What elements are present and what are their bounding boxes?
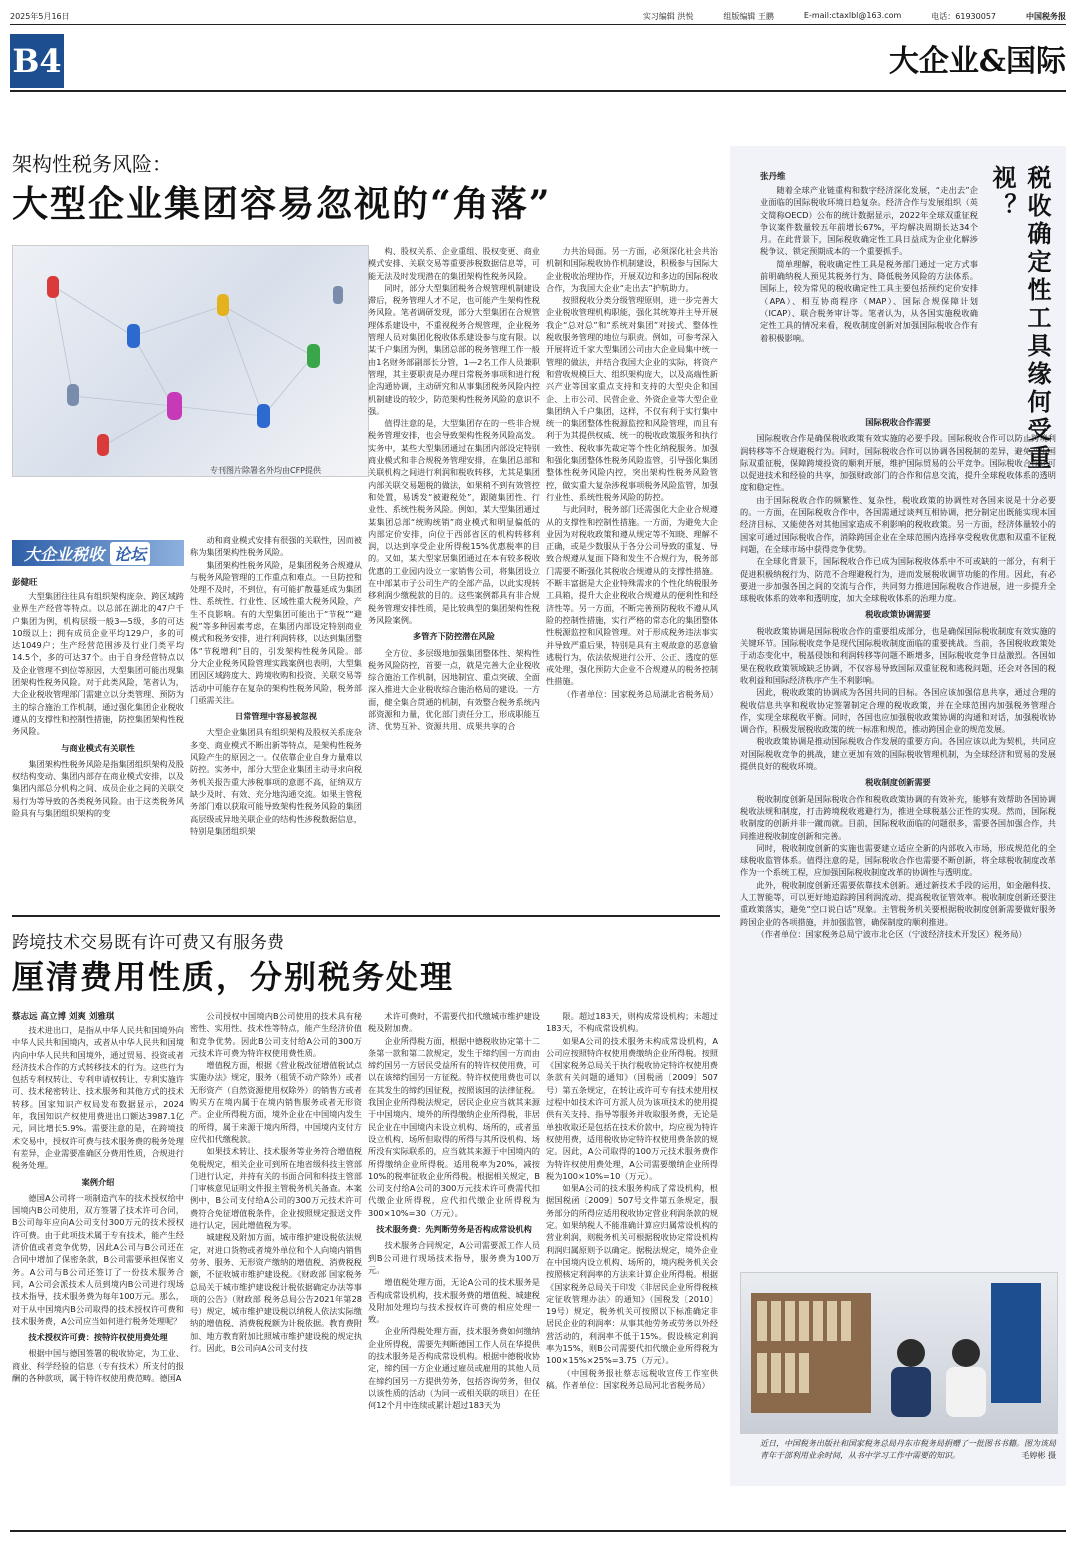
- paragraph: 全方位、多层级地加强集团整体性、架构性税务风险防控，首要一点，就是完善大企业税收综合施治工作机制，因地制宜、重点突破、全面深入推进大企业税收综合施治格局的建设。一方面，健全集合贯通的机制，有效整合税务系统内部资源和力量，优化部门责任分工，形成职能互济、优势互补、资源共用、成果共享的合: [368, 647, 540, 732]
- paragraph: 国际税收合作是确保税收政策有效实施的必要手段。国际税收合作可以防止跨境利润转移等不合规避税行为。同时，国际税收合作可以协调各国税制的差异，避免产生国际双重征税，保障跨境投资的顺利开展，维护国际贸易的公平竞争。国际税收合作还可以促进技术和经验的共享，加强财政部门的合作和信息交流，提升全球税收体系的透明度和稳定性。: [740, 433, 1056, 493]
- paragraph: 由于国际税收合作的频繁性、复杂性，税收政策的协调性对各国来说是十分必要的。一方面，在国际税收合作中，各国需通过谈判互相协调，把分制定出既能实现本国经济目标、又能使各对其他国家造成不利影响的税收政策。另一方面，经济体量较小的国家可通过国际税收合作，消除跨国企业在全球范围内选择享受税收优惠和双重不征税问题，在全球市场中获得竞争优势。: [740, 494, 1056, 554]
- page-header: [10, 10, 1066, 22]
- article2-col2: [190, 1010, 362, 1524]
- article1-photo: [12, 245, 369, 477]
- paragraph: 增值税处理方面，无论A公司的技术服务是否构成常设机构，技术服务费的增值税、城建税及附加处理均与技术授权许可费的相应处理一致。: [368, 1277, 540, 1325]
- paragraph: 力共治局面。另一方面，必须深化社会共治机制和国际税收协作机制建设，积极参与国际大企业税收治理协作，开展双边和多边的国际税收合作，为我国大企业“走出去”护航助力。: [546, 246, 718, 293]
- sidebar-body: [740, 412, 1056, 1387]
- paragraph: 如果A公司的技术服务构成了常设机构，根据国税函〔2009〕507号文件第五条规定，服务部分的所得应适用税收协定营业利润条款的规定。如果纳税人不能准确计算应归属常设机构的营业利润，则税务机关可根据税收协定常设机构利润归属原则予以确定。据税法规定，境外企业在中国境内设立机构、场所的，境内税务机关会按照核定利润率的方法来计算企业所得税。根据《国家税务总局关于印发〈非居民企业所得税核定征收管理办法〉的通知》（国税发〔2010〕19号）规定，税务机关可按照以下标准确定非居民企业的利润率：从事其他劳务或劳务以外经营活动的，利润率不低于15%。假设核定利润率为15%，则B公司需要代扣代缴企业所得税为100×15%×25%=3.75（万元）。: [546, 1183, 718, 1366]
- paper-name: 中国税务报: [1026, 11, 1066, 21]
- paragraph: 动和商业模式安排有很强的关联性，因而被称为集团架构性税务风险。: [190, 535, 362, 558]
- article1-headline: 大型企业集团容易忽视的“角落”: [12, 183, 552, 225]
- network-people-illustration: [13, 246, 368, 476]
- sidebar-title: 税收确定性工具缘何受重视？: [988, 165, 1052, 473]
- banner-tag: 论坛: [110, 542, 150, 565]
- subheading: 案例介绍: [81, 1176, 115, 1187]
- sidebar-photo-caption: [760, 1438, 1056, 1462]
- paragraph: 企业所得税处理方面，技术服务费如何缴纳企业所得税，需要先判断德国工作人员在华提供的技术服务是否构成常设机构。根据中德税收协定，缔约国一方企业通过雇员或雇用的其他人员在缔约国另一方提供劳务，包括咨询劳务，但仅以该性质的活动（为同一或相关联的项目）在任何12个月中连续或累计超过183天为: [368, 1326, 540, 1411]
- sidebar-author: 张丹维: [760, 172, 786, 182]
- paragraph: 此外，税收制度创新还需要依靠技术创新。通过新技术手段的运用，如金融科技、人工智能等，可以更好地追踪跨国利润流动、提高税收征管效率。税收制度创新还要注重政策落实，避免“空口说白话”现象。主管税务机关要根据税收制度创新需要做好服务跨国企业的各项措施，并加强监管，确保制度的顺利推进。: [740, 879, 1056, 927]
- subheading: 与商业模式有关联性: [61, 742, 135, 753]
- contact-email: E-mail:ctaxlbl@163.com: [803, 10, 902, 20]
- paragraph: 构、股权关系、企业重组、股权变更、商业模式安排、关联交易等重要涉税数据信息等，可能无法及时发现潜在的集团架构性税务风险。: [368, 246, 540, 281]
- article2-col4: [546, 1010, 718, 1524]
- paragraph: 德国A公司将一项制造汽车的技术授权给中国境内B公司使用，双方签署了技术许可合同，B公司每年应向A公司支付300万元的技术授权许可费。由于此项技术属于专有技术，能产生经济价值或者竞争优势，因此A公司与B公司还在合同中增加了保密条款，B公司需要承担保密义务。A公司与B公司还签订了一份技术服务合同，A公司会派技术人员到境内B公司进行现场技术指导，技术服务费为每年100万元。那么，对于从中国境内B公司取得的技术授权许可费和技术服务费，A公司应当如何进行税务处理呢？: [12, 1192, 184, 1326]
- article2-col1: [12, 1024, 184, 1524]
- subheading: 税收政策协调需要: [865, 609, 931, 620]
- section-title: 大企业&国际: [888, 44, 1066, 79]
- article2-authors: 蔡志远 高立博 刘爽 刘雅琪: [12, 1012, 115, 1022]
- page-number-badge: B4: [10, 34, 64, 88]
- paragraph: （作者单位：国家税务总局宁波市北仑区（宁波经济技术开发区）税务局）: [756, 928, 1027, 939]
- paragraph: 税收制度创新是国际税收合作和税收政策协调的有效补充，能够有效帮助各国协调税收法规和制度，打击跨境税收逃避行为，推进全球税基公正性的实现。然而，国际税收制度的创新并非一蹴而就。目前，国际税收面临的问题很多，需要各国加强合作，共同推进税收制度创新和完善。: [740, 793, 1056, 841]
- photo-caption: 专刊图片除署名外均由CFP提供: [210, 466, 322, 475]
- article2-col3: [368, 1010, 540, 1524]
- editor-intern: 实习编辑 洪悦: [642, 11, 694, 21]
- paragraph: 如果A公司的技术服务未构成常设机构，A公司应按照特许权使用费缴纳企业所得税。按照《国家税务总局关于执行税收协定特许权使用费条款有关问题的通知》（国税函〔2009〕507号）第五条规定，在转让或许可专有技术使用权过程中如技术许可方派人员为该项技术的使用提供有关支持、指导等服务并收取服务费，无论是单独收取还是包括在技术价款中，均应视为特许权使用费，适用税收协定特许权使用费条款的规定。因此，A公司取得的100万元技术服务费作为特许权使用费处理，A公司需要缴纳企业所得税为100×10%=10（万元）。: [546, 1035, 718, 1181]
- paragraph: 值得注意的是，大型集团存在的一些非合规税务管理安排，也会导致架构性税务风险高发。实务中，某些大型集团通过在集团内部设定特别商业模式和非合规税务管理安排，在集团总部和关联机构之间进行利润和税收转移，尤其是集团内部关联交易题税的做法，如果稍不到有效管控和处置，易诱发“被避税处”，跟随集团性、行业性、系统性税务风险。例如，某大型集团通过某集团总部“统购统销”商业模式和明显偏低的内部定价安排，向位于西部省区的机构转移利润，以达到享受企业所得税15%优惠税率的目的。又如，某大型家居集团通过在本有较多税收优惠的工业园内设立一家销售公司，将集团设立在中部某市子公司生产的全部产品，以此实现转移利润少缴税款的目的。这些案例都具有非合规税务管理安排性质，是比较典型的集团架构性税务风险案例。: [368, 418, 540, 625]
- paragraph: 集团架构性税务风险是指集团组织架构及股权结构变动、集团内部存在商业模式安排，以及集团内部总分机构之间、成员企业之间的关联交易行为等导致的各类税务风险。由于这类税务风险具有与集团组织架构的变: [12, 758, 184, 819]
- divider: [10, 24, 1066, 25]
- paragraph: 术许可费时，不需要代扣代缴城市维护建设税及附加费。: [368, 1011, 540, 1034]
- subheading: 税收制度创新需要: [865, 777, 931, 788]
- divider: [10, 90, 1066, 92]
- divider: [10, 1530, 1066, 1532]
- article1-col3: [368, 245, 540, 910]
- paragraph: 同时，部分大型集团税务合规管理机制建设滞后，税务管理人才不足，也可能产生架构性税务风险。笔者调研发现，部分大型集团在合规管理体系建设中，不重视税务合规管理，企业税务管理人员对集团化税收体系建设参与度有限。以某千户集团为例，集团总部的税务管理工作一般由1名财务部副部长分管，1—2名工作人员兼职管理，其主要职责是办理日常税务事项和进行税企沟通协调，主动研究和从事集团税务风险内控机制建设的较少，防范架构性税务风险的意识不强。: [368, 282, 540, 416]
- article1-col4: [546, 245, 718, 910]
- contact-phone: 电话：61930057: [931, 11, 996, 21]
- paragraph: 城建税及附加方面，城市维护建设税依法规定，对进口货物或者境外单位和个人向境内销售劳务、服务、无形资产缴纳的增值税、消费税税额，不征收城市维护建设税。《财政部 国家税务总局关于城市维护建设税计税依据确定办法等事项的公告》（财政部 税务总局公告2021年第28号）规定，城市维护建设税以纳税人依法实际缴纳的增值税、消费税税额为计税依据。教育费附加、地方教育附加比照城市维护建设税的规定执行。因此，B公司向A公司支付技: [190, 1232, 362, 1354]
- paragraph: 按照税收分类分级管理原则，进一步完善大企业税收管理机构职能，强化其统筹并主导开展我企“总对总”和“系统对集团”对接式、整体性税收服务管理的地位与职责。例如，可参考深入开展将近千家大型集团公司由大企业局集中统一管理的做法，并结合我国大企业的实际，将资产和营收规模巨大、组织架构庞大，以及高端性新兴产业等国家重点支持和支持的大型央企和国企、上市公司、民营企业、外资企业等大型企业集团纳入千户集团，这样，不仅有利于实行集中统一的集团整体性税源监控和风险管理，而且有利于为其提供权威、统一的税收政策服务和执行一致性、税收事先裁定等个性化纳税服务。加强和强化集团整体性税务风险监管，引导强化集团整体性税务风险内控，突出架构性税务风险管控，做实重大复杂涉税事项税务风险监管，加强行业性、系统性税务风险的防控。: [546, 295, 718, 502]
- article1-kicker: 架构性税务风险：: [12, 152, 172, 176]
- paragraph: 随着全球产业链重构和数字经济深化发展，“走出去”企业面临的国际税收环境日趋复杂。经济合作与发展组织（英文简称OECD）公布的统计数据显示，2022年全球双重征税争议案件数量较五年前增长67%，平均解决周期长达34个月。在此背景下，国际税收确定性工具日益成为企业化解涉税争议、锁定预期成本的一个重要抓手。: [760, 185, 978, 257]
- paragraph: 技术服务合同规定，A公司需要派工作人员到B公司进行现场技术指导，服务费为100万元。: [368, 1240, 540, 1275]
- paragraph: 大型企业集团具有组织架构及股权关系庞杂多变、商业模式不断出新等特点，是架构性税务风险产生的原因之一。仅依靠企业自身力量难以防控。实务中，部分大型企业集团主动寻求向税务机关报告重大涉税事项的意愿不高，征纳双方缺少及时、有效、充分地沟通交流。如果主管税务部门难以获取可能导致架构性税务风险的集团高层级或异地关联企业的结构性涉税数据信息，特别是集团组织架: [190, 727, 362, 836]
- banner-text: 大企业税收: [24, 544, 105, 564]
- subheading: 日常管理中容易被忽视: [235, 711, 317, 722]
- paragraph: 公司授权中国境内B公司使用的技术具有秘密性、实用性、技术性等特点，能产生经济价值和竞争优势。因此B公司支付给A公司的300万元技术许可费为特许权使用费性质。: [190, 1011, 362, 1058]
- sidebar-photo: [740, 1272, 1058, 1434]
- subheading: 技术授权许可费：按特许权使用费处理: [28, 1332, 168, 1343]
- caption-text: 近日，中国税务出版社和国家税务总局丹东市税务局捐赠了一批图书书籍。图为该局青年干部利用业余时间，从书中学习工作中需要的知识。: [760, 1439, 1056, 1460]
- issue-date: 2025年5月16日: [10, 11, 70, 21]
- article2-headline: 厘清费用性质，分别税务处理: [12, 958, 455, 996]
- paragraph: 集团架构性税务风险，是集团税务合规遵从与税务风险管理的工作重点和难点。一旦防控和处理不及时，不到位，有可能扩散蔓延成为集团性、系统性、行业性、区域性重大税务风险，产生不良影响。有的大型集团可能出于“节税”“避税”等多种因素考虑，在集团内部设定特别商业模式和税务安排，进行利润转移，以达到集团整体“节税增利”目的，引发架构性税务风险。部分大企业税务风险管理实践案例也表明，大型集团因区域跨度大、跨境收购和投资、关联交易等活动中可能存在复杂的架构性税务风险，税务部门亟需关注。: [190, 559, 362, 705]
- paragraph: 税收政策协调是国际税收合作的重要组成部分，也是确保国际税收制度有效实施的关键环节。国际税收竞争是现代国际税收制度面临的重要挑战。当前，各国税收政策处于动态变化中，税基侵蚀和利润转移等问题不断增多，国际税收竞争日益激烈。各国如果在税收政策领域缺乏协调，不仅容易导致国际双重征税和逃税问题，还会对各国的税收利益和国际经济秩序产生不利影响。: [740, 625, 1056, 685]
- subheading: 多管齐下防控潜在风险: [413, 631, 495, 642]
- paragraph: （中国税务报社蔡志远税收宣传工作室供稿。作者单位：国家税务总局河北省税务局）: [546, 1367, 718, 1390]
- paragraph: 因此，税收政策的协调成为各国共同的目标。各国应该加强信息共享，通过合理的税收信息共享和税收协定签署制定合理的税收政策，并在全球范围内加强税务管理合作，实现全球税收平衡。同时，各国也应加强税收政策协调的沟通和对话，加强税收协调合作，积极发展税收政策的统一标准和规范，推动跨国企业的规范发展。: [740, 687, 1056, 735]
- header-credits: [643, 11, 1066, 22]
- paragraph: 在全球化背景下，国际税收合作已成为国际税收体系中不可或缺的一部分，有利于促进积极纳税行为、防范不合理避税行为，进而发展税收调节功能的作用。因此，有必要进一步加强各国之间的交流与合作，共同努力推进国际税收合作进展，进一步提升全球税收体系的效率和透明度，加大全球税收体系的治理力度。: [740, 556, 1056, 604]
- divider: [12, 915, 720, 917]
- article1-author: 彭健旺: [12, 578, 38, 588]
- subheading: 国际税收合作需要: [865, 417, 931, 427]
- article2-kicker: 跨境技术交易既有许可费又有服务费: [12, 933, 284, 953]
- paragraph: （作者单位：国家税务总局湖北省税务局）: [562, 688, 718, 699]
- bookshelf-reading-illustration: [741, 1273, 1057, 1433]
- paragraph: 根据中国与德国签署的税收协定，为工业、商业、科学经验的信息（专有技术）所支付的报酬的各种款项，属于特许权使用费范畴。德国A: [12, 1348, 184, 1384]
- paragraph: 限。超过183天，则构成常设机构；未超过183天，不构成常设机构。: [546, 1011, 718, 1034]
- paragraph: 简单理解，税收确定性工具是税务部门通过一定方式事前明确纳税人预见其税务行为、降低税务风险的方法体系。国际上，较为常见的税收确定性工具主要包括预约定价安排（APA）、相互协商程序（MAP）、国际合规保障计划（ICAP）、联合税务审计等。笔者认为，从各国实施税收确定性工具的情况来看，税收制度创新对加强国际税收合作有着积极影响。: [760, 258, 978, 343]
- paragraph: 大型集团往往具有组织架构庞杂、跨区域跨业界生产经营等特点。以总部在湖北的47户千户集团为例，机构层级一般3—5级，多的可达10级以上；拥有成员企业平均129户，多的可达1049户；生产经营范围涉及行业门类平均14.5个，多的可达37个。由于自身经营特点以及企业管理不到位等原因，大型集团可能出现集团架构性税务风险。对于此类风险，笔者认为，大企业税收管理部门需建立以分类管理、预防为主的综合施治工作机制，通过强化集团企业税收遵从的支撑性和控制性措施，防控集团架构性税务风险。: [12, 591, 184, 737]
- paragraph: 企业所得税方面，根据中德税收协定第十二条第一款和第二款规定，发生于缔约国一方而由缔约国另一方居民受益所有的特许权使用费，可以在该缔约国另一方征税。特许权使用费也可以在其发生的缔约国征税，按照该国的法律征税。我国企业所得税法规定，居民企业应当就其来源于中国境内、境外的所得缴纳企业所得税，非居民企业在中国境内未设立机构、场所的，或者虽设立机构、场所但取得的所得与其所设机构、场所没有实际联系的，应当就其来源于中国境内的所得缴纳企业所得税。适用税率为20%，减按10%的税率征收企业所得税。根据相关规定，B公司支付给A公司的300万元技术许可费需代扣代缴企业所得税，应代扣代缴企业所得税为300×10%=30（万元）。: [368, 1035, 540, 1218]
- editor-layout: 组版编辑 王鹏: [723, 11, 774, 21]
- paragraph: 与此同时，税务部门还需强化大企业合规遵从的支撑性和控制性措施。一方面，为避免大企业因为对税收政策和遵从规定等不知晓、理解不正确，或是少数服从于各分公司导致的重复、导致合规遵从复面下降和发生不合规行为，税务部门需要不断强化其税收合规遵从的支撑性措施。不断丰富据是大企业特殊需求的个性化纳税服务工具箱，提升大企业税收合规遵从的便利性和经济性等。另一方面，不断完善预防税收不遵从风险的控制性措施，实行严格的常态化的集团整体性税源监控和风险管理。对于形成税务违法事实并导致严重后果，特别是具有主观故意的恶意偷逃税行为，依法依规进行公开、公正、透度的惩戒处理，强化预防大企业不合规遵从的税务控制性措施。: [546, 504, 718, 687]
- paragraph: 税收政策协调是推动国际税收合作发展的重要方向。各国应该以此为契机，共同应对国际税收竞争的挑战，建立更加有效的国际税收管理机制，为全球经济和贸易的发展提供良好的税收环境。: [740, 736, 1056, 772]
- article1-col2: [190, 534, 362, 910]
- paragraph: 技术进出口，是指从中华人民共和国境外向中华人民共和国境内，或者从中华人民共和国境内向中华人民共和国境外，通过贸易、投资或者经济技术合作的方式转移技术的行为。这些行为包括专利权转让、专利申请权转让、专利实施许可、技术秘密转让、技术服务和其他方式的技术转移。国家知识产权局发布数据显示，2024年，我国知识产权使用费进出口额达3987.1亿元，同比增长5.9%。需要注意的是，在跨境技术交易中，授权许可费与技术服务费的税务处理有差异，企业需要准确区分费用性质，合规进行税务处理。: [12, 1025, 184, 1171]
- paragraph: 如果技术转让、技术服务等业务符合增值税免税规定，相关企业可到所在地省级科技主管部门进行认定，并持有关的书面合同和科技主管部门审核意见证明文件报主管税务机关备查。本案例中，B公司支付给A公司的300万元技术许可费符合免征增值税条件，企业按照规定报送文件进行认定，因此增值税为零。: [190, 1146, 362, 1231]
- article1-col1: [12, 590, 184, 910]
- subheading: 技术服务费：先判断劳务是否构成常设机构: [376, 1224, 532, 1235]
- column-banner: [12, 540, 184, 566]
- caption-credit: 毛婷彬 摄: [1021, 1451, 1056, 1460]
- paragraph: 增值税方面，根据《营业税改征增值税试点实施办法》规定，服务（租赁不动产除外）或者无形资产（自然资源使用权除外）的销售方或者购买方在境内属于在境内销售服务或者无形资产。企业所得税方面，境外企业在中国境内发生的所得，属于来源于境内所得，中国境内支付方应代扣代缴税款。: [190, 1060, 362, 1144]
- paragraph: 同时，税收制度创新的实施也需要建立适应全新的内部收入市场，形成规范化的全球税收监管体系。值得注意的是，国际税收合作也需要不断创新，将全球税收制度改革作为一个系统工程，应加强国际税收制度改革的协调性与透明度。: [740, 842, 1056, 878]
